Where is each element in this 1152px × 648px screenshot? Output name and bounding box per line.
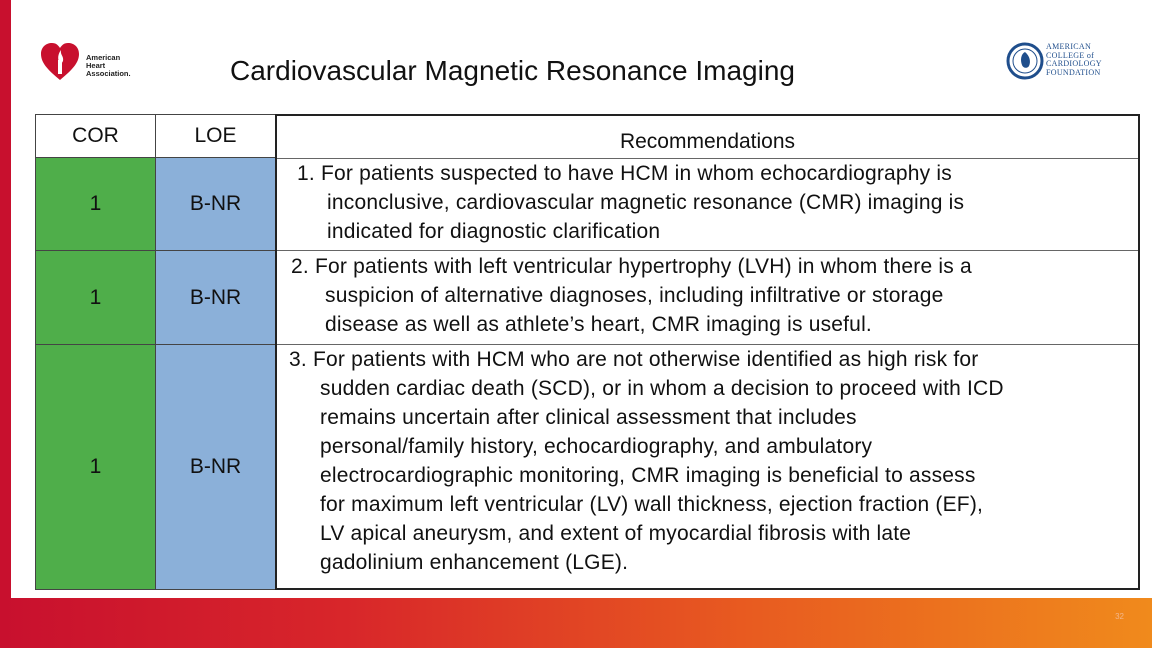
acc-wordmark: AMERICAN COLLEGE of CARDIOLOGY FOUNDATION bbox=[1046, 42, 1102, 77]
row-divider bbox=[277, 250, 1138, 251]
acc-foundation-logo bbox=[1006, 40, 1126, 86]
footer-band bbox=[0, 598, 1152, 648]
recommendation-3: 3. For patients with HCM who are not otherwise identified as high risk for sudden cardiac death (SCD), or in whom a decision to proceed with ICD remains uncertain after clinical assessment that includes personal/family history, echocardiography, and ambulatory electrocardiographic monitoring, CMR imaging is beneficial to assess for maximum left ventricular (LV) wall thickness, ejection fraction (EF), LV apical aneurysm, and extent of myocardial fibrosis with late gadolinium enhancement (LGE). bbox=[289, 348, 1004, 574]
slide-number: 32 bbox=[1115, 612, 1124, 621]
recommendation-2: 2. For patients with left ventricular hypertrophy (LVH) in whom there is a suspicion of alternative diagnoses, including infiltrative or storage disease as well as athlete’s heart, CMR imaging is useful. bbox=[291, 255, 972, 336]
american-heart-association-logo bbox=[38, 34, 148, 90]
recommendations-header: Recommendations bbox=[619, 130, 796, 153]
loe-cell: B-NR bbox=[155, 157, 276, 251]
cor-header: COR bbox=[35, 114, 156, 158]
recommendations-table bbox=[35, 114, 1140, 590]
recommendations-panel bbox=[275, 114, 1140, 590]
aha-wordmark: American Heart Association. bbox=[86, 53, 131, 78]
loe-header: LOE bbox=[155, 114, 276, 158]
recommendation-1: 1. For patients suspected to have HCM in whom echocardiography is inconclusive, cardiovascular magnetic resonance (CMR) imaging is indicated for diagnostic clarification bbox=[297, 162, 965, 243]
heart-torch-icon bbox=[38, 34, 82, 84]
loe-cell: B-NR bbox=[155, 344, 276, 590]
loe-cell: B-NR bbox=[155, 250, 276, 345]
cor-cell: 1 bbox=[35, 344, 156, 590]
cor-cell: 1 bbox=[35, 157, 156, 251]
page-title: Cardiovascular Magnetic Resonance Imaging bbox=[230, 55, 795, 86]
cor-cell: 1 bbox=[35, 250, 156, 345]
acc-seal-icon bbox=[1006, 40, 1044, 82]
left-accent-bar bbox=[0, 0, 11, 600]
